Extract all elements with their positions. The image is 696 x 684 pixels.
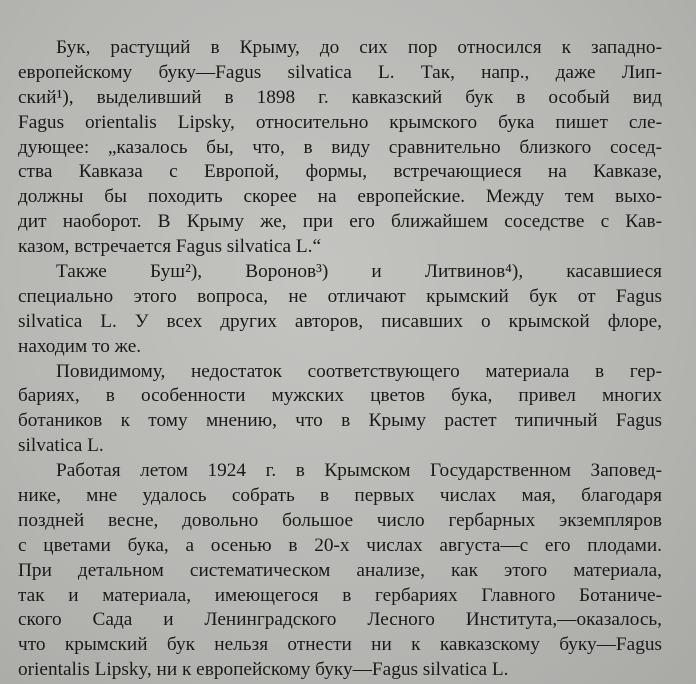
text-line: ботаников к тому мнению, что в Крыму растет типичный Fagus [18, 410, 662, 432]
text-line: silvatica L. [18, 435, 104, 457]
text-line: Также Буш²), Воронов³) и Литвинов⁴), касавшиеся [56, 261, 662, 283]
text-line: с цветами бука, а осенью в 20-х числах августа—с его плодами. [18, 534, 662, 556]
text-line: orientalis Lipsky, ни к европейскому буку—Fagus silvatica L. [18, 659, 509, 681]
text-line: что крымский бук нельзя отнести ни к кавказскому буку—Fagus [18, 634, 662, 656]
text-line: дующее: „казалось бы, что, в виду сравнительно близкого сосед- [18, 136, 662, 158]
paragraph-1 [18, 36, 662, 260]
text-line: ский¹), выделивший в 1898 г. кавказский бук в особый вид [18, 86, 662, 108]
text-line: silvatica L. У всех других авторов, писавших о крымской флоре, [18, 310, 662, 332]
paragraph-2 [18, 260, 662, 360]
text-line: европейскому буку—Fagus silvatica L. Так, напр., даже Лип- [18, 61, 662, 83]
text-line: поздней весне, довольно большое число гербарных экземпляров [18, 509, 662, 531]
paragraph-3 [18, 360, 662, 460]
text-line: должны бы походить скорее на европейские. Между тем выхо- [18, 186, 662, 208]
text-line: Бук, растущий в Крыму, до сих пор относился к западно- [56, 37, 662, 58]
text-line: нике, мне удалось собрать в первых числах мая, благодаря [18, 485, 662, 507]
text-line: Повидимому, недостаток соответствующего материала в гер- [56, 360, 662, 382]
text-line: Fagus orientalis Lipsky, относительно крымского бука пишет сле- [18, 111, 662, 133]
document-page [18, 36, 662, 683]
text-line: бариях, в особенности мужских цветов бука, привел многих [18, 385, 662, 407]
text-line: ства Кавказа с Европой, формы, встречающиеся на Кавказе, [18, 161, 662, 183]
text-line: так и материала, имеющегося в гербариях Главного Ботаниче- [18, 584, 662, 606]
paragraph-4 [18, 459, 662, 683]
text-line: ского Сада и Ленинградского Лесного Института,—оказалось, [18, 609, 662, 631]
text-line: Работая летом 1924 г. в Крымском Государственном Заповед- [56, 460, 662, 482]
text-line: казом, встречается Fagus silvatica L.“ [18, 236, 322, 258]
text-line: находим то же. [18, 335, 142, 357]
text-line: специально этого вопроса, не отличают крымский бук от Fagus [18, 285, 662, 307]
text-line: При детальном систематическом анализе, как этого материала, [18, 559, 662, 581]
text-line: дит наоборот. В Крыму же, при его ближайшем соседстве с Кав- [18, 211, 662, 233]
